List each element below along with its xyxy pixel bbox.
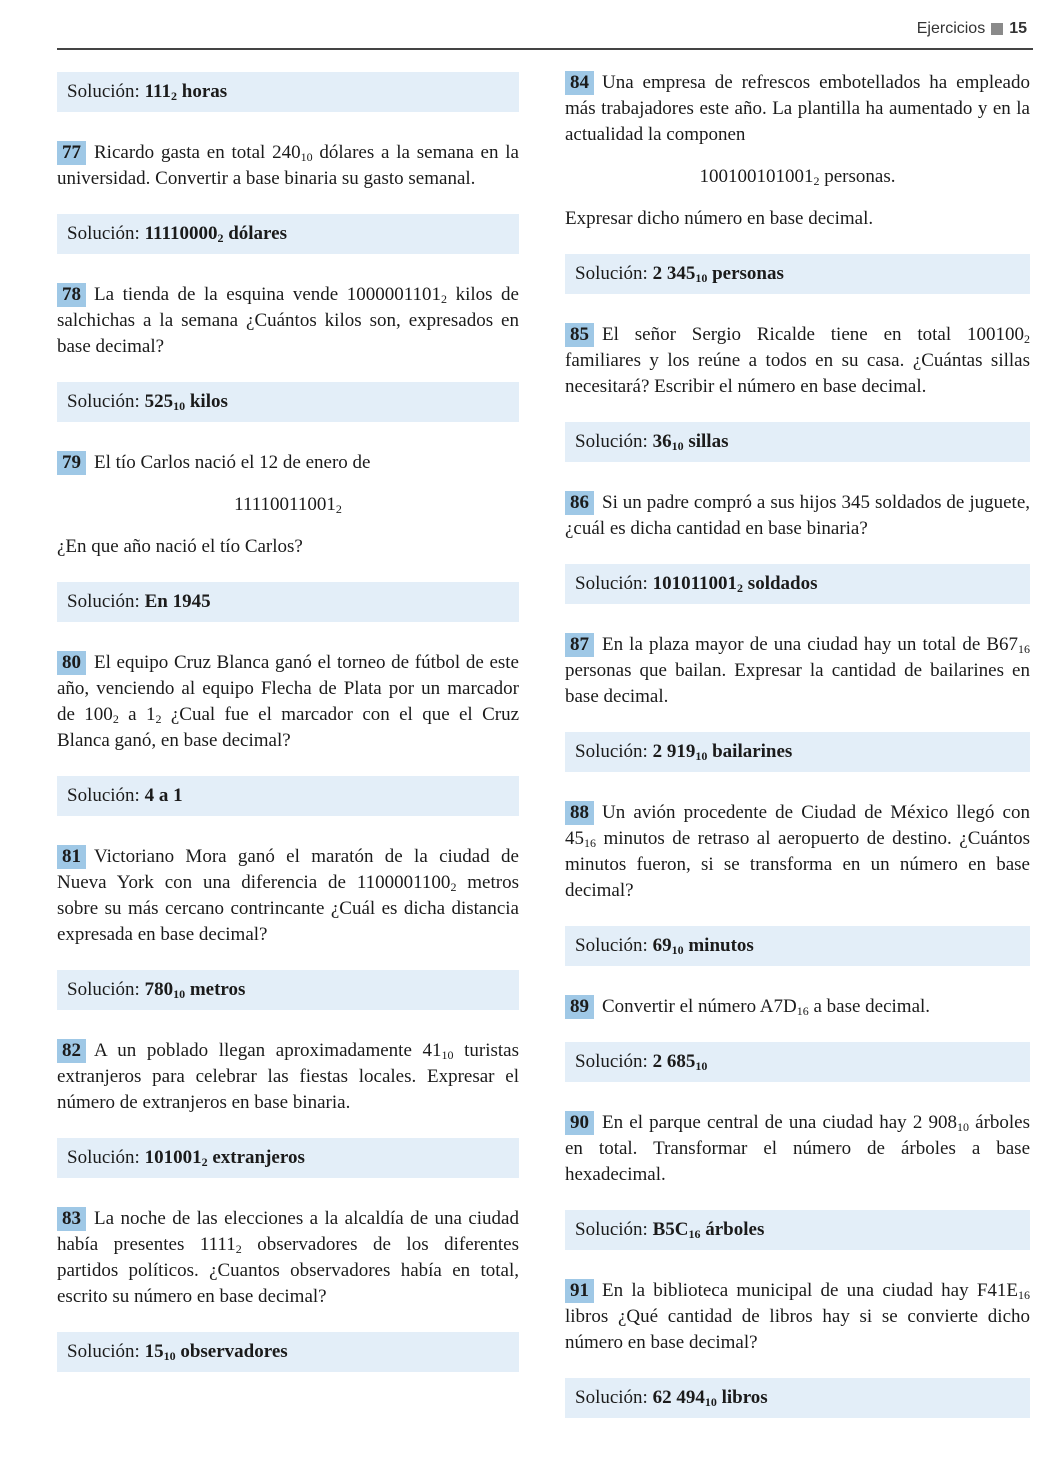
- header-square-icon: [991, 23, 1003, 35]
- exercise-number: 91: [565, 1279, 594, 1303]
- exercise-84-binary: $100100101001_2$ personas.: [699, 166, 896, 188]
- exercise-85: 85 El señor Sergio Ricalde tiene en total $100100_2$ familiares y los reúne a todos en su casa. ¿Cuántas sillas necesitará? Escribir el número en base decimal.: [565, 324, 1030, 397]
- exercise-84: 84 Una empresa de refrescos embotellados ha empleado más trabajadores este año. La plantilla ha aumentado y en la actualidad la componen: [565, 72, 1030, 145]
- exercise-81: 81 Victoriano Mora ganó el maratón de la ciudad de Nueva York con una diferencia de $1100001100_2$ metros sobre su más cercano contrincante ¿Cuál es dicha distancia expresada en base decimal?: [57, 846, 519, 945]
- solution-78: Solución: $525_{10}$ kilos: [57, 382, 519, 422]
- exercise-83: 83 La noche de las elecciones a la alcaldía de una ciudad había presentes $1111_2$ observadores de los diferentes partidos políticos. ¿Cuantos observadores había en total, escrito su número en base decimal?: [57, 1208, 519, 1307]
- solution-80: Solución: 4 a 1: [57, 776, 519, 816]
- solution-81: Solución: $780_{10}$ metros: [57, 970, 519, 1010]
- section-title: Ejercicios: [916, 20, 986, 37]
- solution-79: Solución: En 1945: [57, 582, 519, 622]
- page-number: 15: [1009, 20, 1027, 37]
- solution-77: Solución: $11110000_2$ dólares: [57, 214, 519, 254]
- solution-85: Solución: $36_{10}$ sillas: [565, 422, 1030, 462]
- exercise-number: 90: [565, 1111, 594, 1135]
- left-column: [57, 72, 519, 1400]
- exercise-82: 82 A un poblado llegan aproximadamente $41_{10}$ turistas extranjeros para celebrar las fiestas locales. Expresar el número de extranjeros en base binaria.: [57, 1040, 519, 1113]
- solution-83: Solución: $15_{10}$ observadores: [57, 1332, 519, 1372]
- exercise-number: 89: [565, 995, 594, 1019]
- exercise-number: 78: [57, 283, 86, 307]
- header-rule: [57, 48, 1033, 50]
- exercise-87: 87 En la plaza mayor de una ciudad hay un total de $B67_{16}$ personas que bailan. Expresar la cantidad de bailarines en base decimal.: [565, 634, 1030, 707]
- exercise-90: 90 En el parque central de una ciudad hay 2 $908_{10}$ árboles en total. Transformar el número de árboles a base hexadecimal.: [565, 1112, 1030, 1185]
- exercise-number: 85: [565, 323, 594, 347]
- exercise-number: 77: [57, 141, 86, 165]
- exercise-number: 82: [57, 1039, 86, 1063]
- solution-91: Solución: 62 $494_{10}$ libros: [565, 1378, 1030, 1418]
- exercise-77: 77 Ricardo gasta en total $240_{10}$ dólares a la semana en la universidad. Convertir a base binaria su gasto semanal.: [57, 142, 519, 189]
- solution-82: Solución: $101001_2$ extranjeros: [57, 1138, 519, 1178]
- solution-76: Solución: $111_2$ horas: [57, 72, 519, 112]
- running-header: [917, 20, 1027, 38]
- solution-89: Solución: 2 $685_{10}$: [565, 1042, 1030, 1082]
- exercise-80: 80 El equipo Cruz Blanca ganó el torneo de fútbol de este año, venciendo al equipo Flecha de Plata por un marcador de $100_2$ a $1_2$ ¿Cual fue el marcador con el que el Cruz Blanca ganó, en base decimal?: [57, 652, 520, 751]
- solution-86: Solución: $101011001_2$ soldados: [565, 564, 1030, 604]
- exercise-79-question: ¿En que año nació el tío Carlos?: [57, 536, 303, 557]
- solution-88: Solución: $69_{10}$ minutos: [565, 926, 1030, 966]
- exercise-91: 91 En la biblioteca municipal de una ciudad hay $F41E_{16}$ libros ¿Qué cantidad de libros hay si se convierte dicho número en base decimal?: [565, 1280, 1030, 1353]
- exercise-number: 86: [565, 491, 594, 515]
- exercise-78: 78 La tienda de la esquina vende $1000001101_2$ kilos de salchichas a la semana ¿Cuántos kilos son, expresados en base decimal?: [57, 284, 519, 357]
- exercise-84-question: Expresar dicho número en base decimal.: [565, 208, 874, 229]
- exercise-number: 84: [565, 71, 594, 95]
- exercise-number: 83: [57, 1207, 86, 1231]
- right-column: [565, 70, 1030, 1446]
- solution-87: Solución: 2 $919_{10}$ bailarines: [565, 732, 1030, 772]
- exercise-88: 88 Un avión procedente de Ciudad de México llegó con $45_{16}$ minutos de retraso al aeropuerto de destino. ¿Cuántos minutos fueron, si se transforma en un número en base decimal?: [565, 802, 1030, 901]
- solution-84: Solución: 2 $345_{10}$ personas: [565, 254, 1030, 294]
- exercise-number: 79: [57, 451, 86, 475]
- exercise-number: 81: [57, 845, 86, 869]
- exercise-79-binary: $11110011001_2$: [234, 494, 342, 516]
- exercise-number: 88: [565, 801, 594, 825]
- exercise-79: 79 El tío Carlos nació el 12 de enero de: [57, 450, 519, 476]
- exercise-86: 86 Si un padre compró a sus hijos 345 soldados de juguete, ¿cuál es dicha cantidad en base binaria?: [565, 492, 1030, 539]
- exercise-89: 89 Convertir el número $A7D_{16}$ a base decimal.: [565, 994, 1030, 1020]
- exercise-number: 87: [565, 633, 594, 657]
- solution-90: Solución: $B5C_{16}$ árboles: [565, 1210, 1030, 1250]
- exercise-number: 80: [57, 651, 86, 675]
